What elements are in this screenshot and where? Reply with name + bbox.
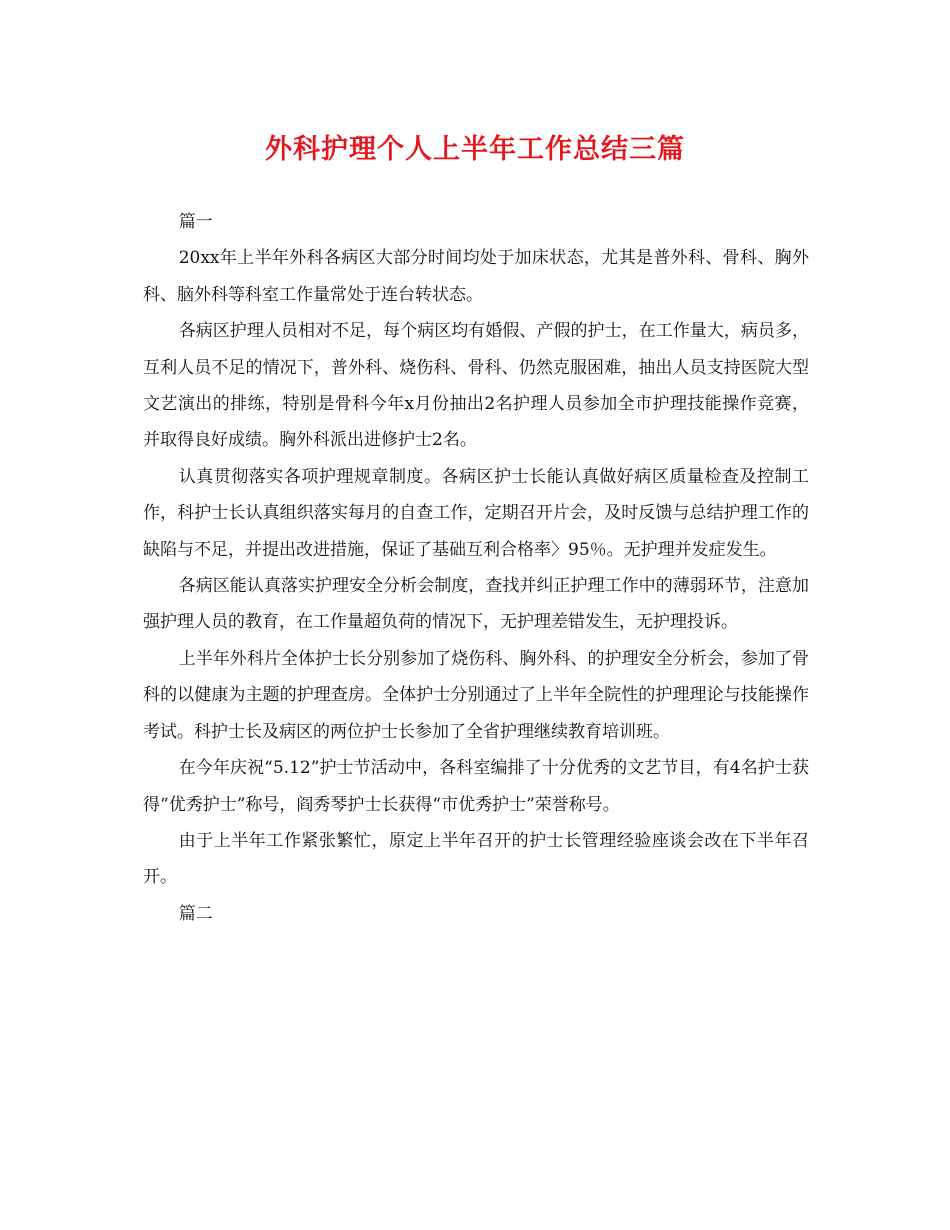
paragraph: 由于上半年工作紧张繁忙，原定上半年召开的护士长管理经验座谈会改在下半年召开。: [143, 830, 809, 888]
document-body: [143, 204, 809, 932]
section-heading-2: 篇二: [178, 903, 213, 924]
paragraph: 各病区能认真落实护理安全分析会制度，查找并纠正护理工作中的薄弱环节，注意加强护理人员的教育，在工作量超负荷的情况下，无护理差错发生，无护理投诉。: [143, 576, 809, 633]
section-heading-1: 篇一: [178, 212, 213, 232]
paragraph: 在今年庆祝“5.12”护士节活动中，各科室编排了十分优秀的文艺节目，有4名护士获得“优秀护士”称号，阎秀琴护士长获得“市优秀护士”荣誉称号。: [143, 758, 809, 815]
document-title: 外科护理个人上半年工作总结三篇: [265, 134, 685, 165]
paragraph: 各病区护理人员相对不足，每个病区均有婚假、产假的护士，在工作量大，病员多，互利人员不足的情况下，普外科、烧伤科、骨科、仍然克服困难，抽出人员支持医院大型文艺演出的排练，特别是骨科今年x月份抽出2名护理人员参加全市护理技能操作竞赛，并取得良好成绩。胸外科派出进修护士2名。: [143, 321, 809, 451]
paragraph: 20xx年上半年外科各病区大部分时间均处于加床状态，尤其是普外科、骨科、胸外科、脑外科等科室工作量常处于连台转状态。: [143, 248, 809, 305]
paragraph: 认真贯彻落实各项护理规章制度。各病区护士长能认真做好病区质量检查及控制工作，科护士长认真组织落实每月的自查工作，定期召开片会，及时反馈与总结护理工作的缺陷与不足，并提出改进措施，保证了基础互利合格率〉95％。无护理并发症发生。: [143, 466, 809, 560]
paragraph: 上半年外科片全体护士长分别参加了烧伤科、胸外科、的护理安全分析会，参加了骨科的以健康为主题的护理查房。全体护士分别通过了上半年全院性的护理理论与技能操作考试。科护士长及病区的两位护士长参加了全省护理继续教育培训班。: [143, 648, 809, 742]
